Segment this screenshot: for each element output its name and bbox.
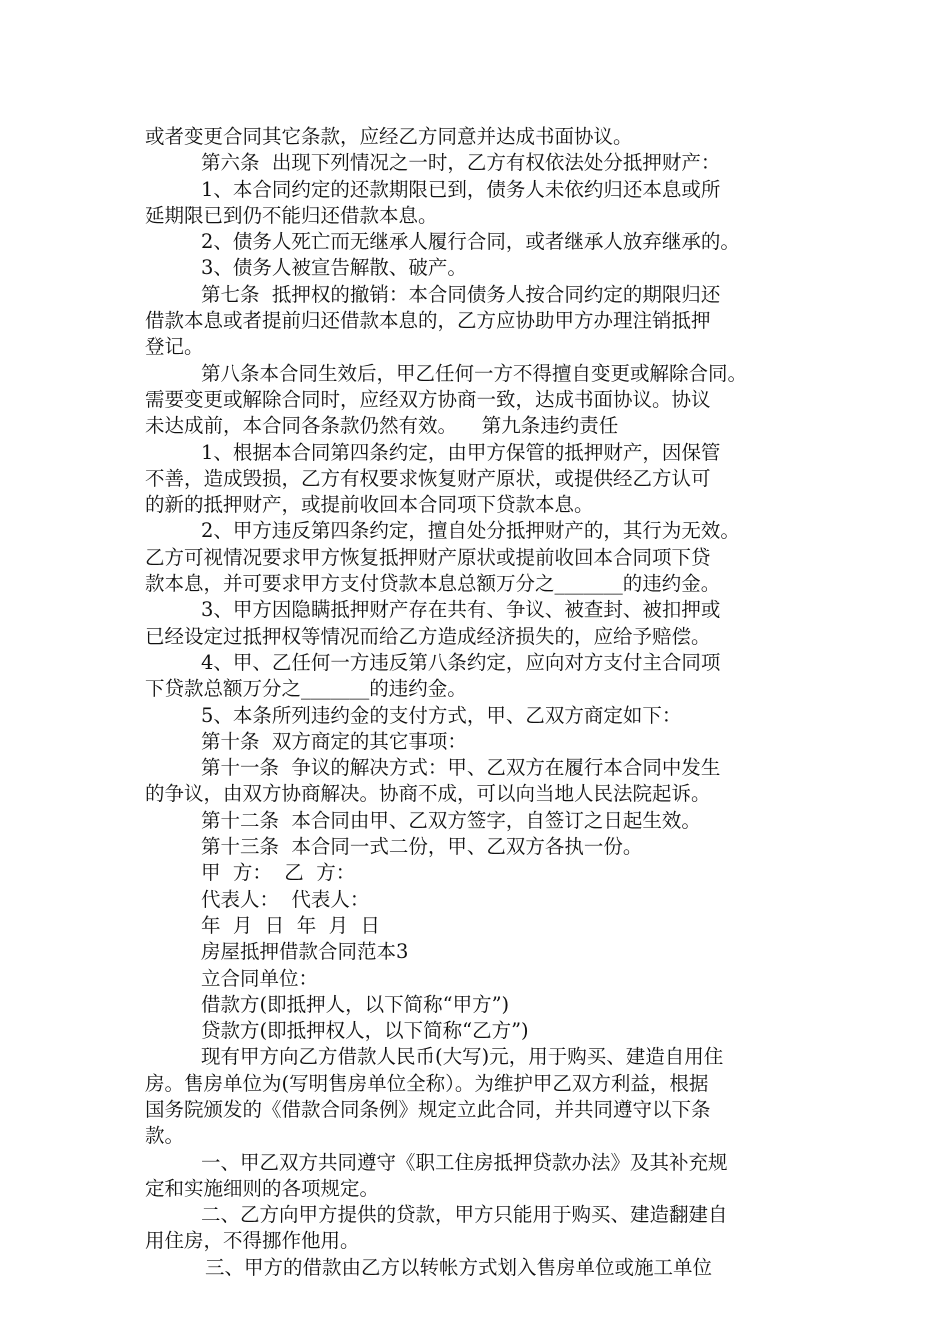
text-line: 延期限已到仍不能归还借款本息。 [145,203,438,227]
text-line: 3、债务人被宣告解散、破产。 [201,256,467,280]
text-line: 现有甲方向乙方借款人民币(大写)元，用于购买、建造自用住 [201,1045,724,1069]
text-line: 的新的抵押财产，或提前收回本合同项下贷款本息。 [145,493,594,517]
text-line: 二、乙方向甲方提供的贷款，甲方只能用于购买、建造翻建自 [201,1203,728,1227]
text-line: 代表人： 代表人： [201,887,370,911]
text-line: 2、债务人死亡而无继承人履行合同，或者继承人放弃继承的。 [201,230,740,254]
text-line: 第十一条 争议的解决方式：甲、乙双方在履行本合同中发生 [201,756,721,780]
text-line: 1、根据本合同第四条约定，由甲方保管的抵押财产，因保管 [201,440,721,464]
text-line: 未达成前，本合同各条款仍然有效。 第九条违约责任 [145,414,619,438]
text-line: 第六条 出现下列情况之一时，乙方有权依法处分抵押财产： [201,151,721,175]
text-line: 第七条 抵押权的撤销：本合同债务人按合同约定的期限归还 [201,282,721,306]
text-line: 定和实施细则的各项规定。 [145,1176,380,1200]
text-line: 用住房，不得挪作他用。 [145,1229,360,1253]
text-line: 第十二条 本合同由甲、乙双方签字，自签订之日起生效。 [201,808,701,832]
text-line: 下贷款总额万分之_______的违约金。 [145,677,467,701]
text-line: 1、本合同约定的还款期限已到，债务人未依约归还本息或所 [201,177,721,201]
text-line: 乙方可视情况要求甲方恢复抵押财产原状或提前收回本合同项下贷 [145,545,711,569]
text-line: 三、甲方的借款由乙方以转帐方式划入售房单位或施工单位 [205,1255,713,1279]
text-line: 的争议，由双方协商解决。协商不成，可以向当地人民法院起诉。 [145,782,711,806]
text-line: 登记。 [145,335,204,359]
text-line: 一、甲乙双方共同遵守《职工住房抵押贷款办法》及其补充规 [201,1150,728,1174]
document-body [145,124,815,1281]
text-line: 贷款方(即抵押权人，以下简称“乙方”) [201,1019,529,1043]
text-line: 房屋抵押借款合同范本3 [201,940,409,964]
text-line: 第八条本合同生效后，甲乙任何一方不得擅自变更或解除合同。 [201,361,748,385]
text-line: 国务院颁发的《借款合同条例》规定立此合同，并共同遵守以下条 [145,1097,711,1121]
text-line: 已经设定过抵押权等情况而给乙方造成经济损失的，应给予赔偿。 [145,624,711,648]
text-line: 3、甲方因隐瞒抵押财产存在共有、争议、被查封、被扣押或 [201,598,721,622]
text-line: 款。 [145,1124,185,1148]
text-line: 借款方(即抵押人，以下简称“甲方”) [201,992,510,1016]
text-line: 不善，造成毁损，乙方有权要求恢复财产原状，或提供经乙方认可 [145,466,711,490]
text-line: 款本息，并可要求甲方支付贷款本息总额万分之_______的违约金。 [145,572,721,596]
text-line: 立合同单位： [201,966,319,990]
text-line: 甲 方： 乙 方： [201,861,356,885]
text-line: 房。售房单位为(写明售房单位全称）。为维护甲乙双方利益，根据 [145,1071,709,1095]
text-line: 年 月 日 年 月 日 [201,913,380,937]
text-line: 需要变更或解除合同时，应经双方协商一致，达成书面协议。协议 [145,387,711,411]
text-line: 或者变更合同其它条款，应经乙方同意并达成书面协议。 [145,125,633,148]
text-line: 第十三条 本合同一式二份，甲、乙双方各执一份。 [201,835,643,859]
text-line: 借款本息或者提前归还借款本息的，乙方应协助甲方办理注销抵押 [145,309,711,333]
text-line: 4、甲、乙任何一方违反第八条约定，应向对方支付主合同项 [201,650,721,674]
text-line: 2、甲方违反第四条约定，擅自处分抵押财产的，其行为无效。 [201,519,740,543]
text-line: 第十条 双方商定的其它事项： [201,729,467,753]
text-line: 5、本条所列违约金的支付方式，甲、乙双方商定如下： [201,703,682,727]
